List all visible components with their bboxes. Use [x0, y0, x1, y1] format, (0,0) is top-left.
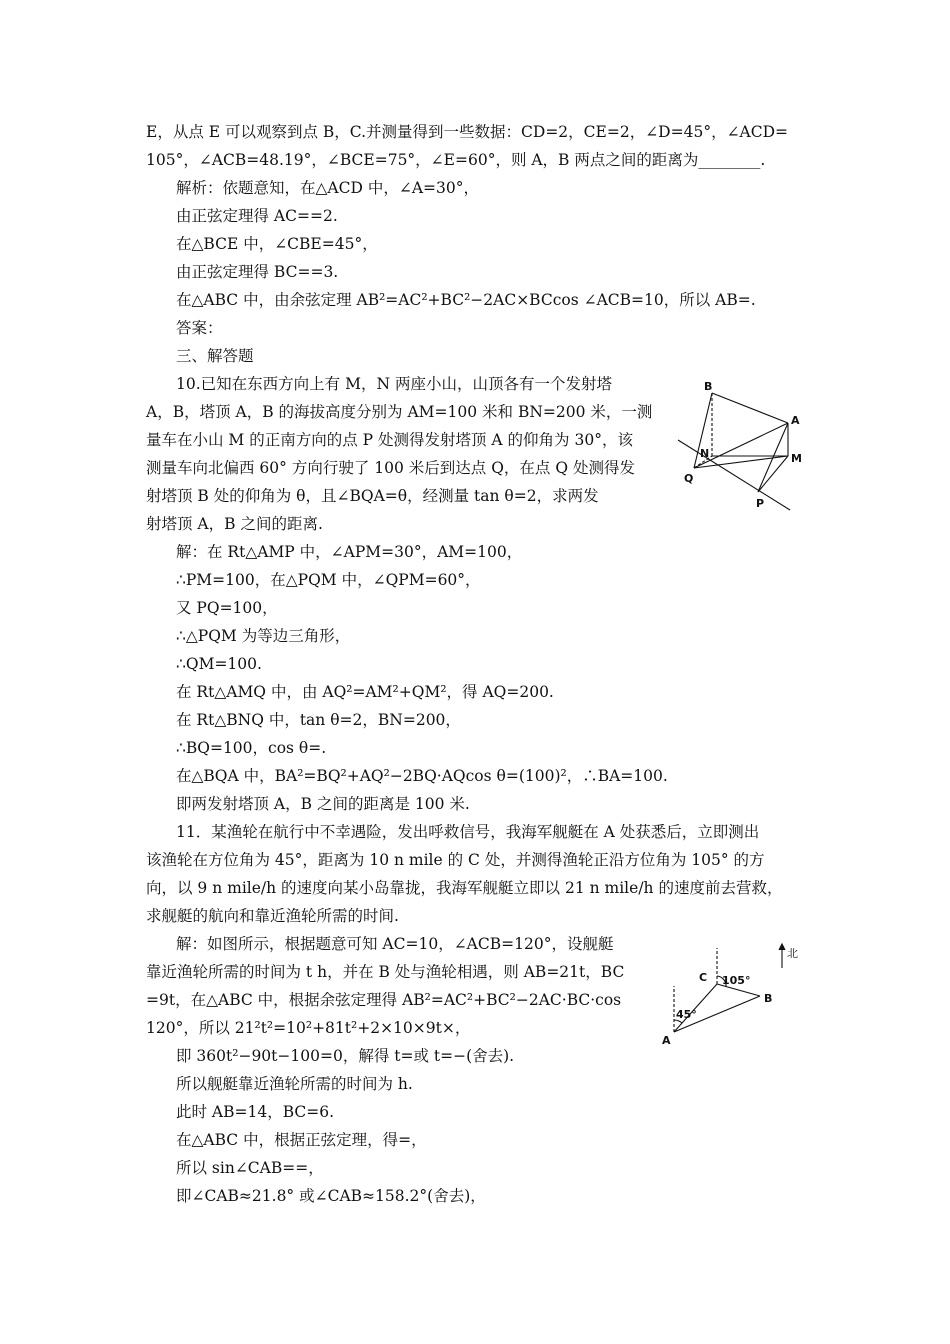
text-line: ∴PM=100，在△PQM 中，∠QPM=60°，	[176, 571, 481, 589]
label-a: A	[791, 414, 800, 427]
label-b: B	[704, 380, 713, 393]
text-line: 105°，∠ACB=48.19°，∠BCE=75°，∠E=60°，则 A，B 两点之间的距离为________.	[146, 151, 766, 169]
text-line: E，从点 E 可以观察到点 B，C.并测量得到一些数据：CD=2，CE=2，∠D=45°，∠ACD=	[146, 123, 789, 141]
label-p: P	[756, 497, 765, 510]
text-line: 在△BQA 中，BA²=BQ²+AQ²−2BQ·AQcos θ=(100)²，∴BA=100.	[176, 767, 668, 785]
tower-diagram	[672, 376, 800, 516]
text-line: ∴△PQM 为等边三角形，	[176, 627, 351, 645]
section-heading: 三、解答题	[176, 347, 254, 365]
text-line: 测量车向北偏西 60° 方向行驶了 100 米后到达点 Q，在点 Q 处测得发	[146, 459, 635, 477]
text-line: 120°，所以 21²t²=10²+81t²+2×10×9t×，	[146, 1019, 471, 1037]
label-n: N	[700, 447, 710, 460]
text-line: 在 Rt△AMQ 中，由 AQ²=AM²+QM²，得 AQ=200.	[176, 683, 554, 701]
text-line: 10.已知在东西方向上有 M，N 两座小山，山顶各有一个发射塔	[176, 375, 612, 393]
text-line: 射塔顶 A，B 之间的距离.	[146, 515, 323, 533]
text-line: 在△ABC 中，由余弦定理 AB²=AC²+BC²−2AC×BCcos ∠ACB=10，所以 AB=.	[176, 291, 756, 309]
label-a: A	[662, 1034, 671, 1047]
label-m: M	[791, 452, 802, 465]
label-c: C	[699, 971, 708, 984]
text-line: 解析：依题意知，在△ACD 中，∠A=30°，	[176, 179, 479, 197]
text-line: =9t，在△ABC 中，根据余弦定理得 AB²=AC²+BC²−2AC·BC·cos	[146, 991, 622, 1009]
text-line: 在△ABC 中，根据正弦定理，得=，	[176, 1131, 427, 1149]
text-line: A，B，塔顶 A，B 的海拔高度分别为 AM=100 米和 BN=200 米，一测	[146, 403, 653, 421]
text-line: 向，以 9 n mile/h 的速度向某小岛靠拢，我海军舰艇立即以 21 n mile/h 的速度前去营救，	[146, 879, 783, 897]
text-line: ∴QM=100.	[176, 655, 262, 673]
text-line: 解：在 Rt△AMP 中，∠APM=30°，AM=100，	[176, 543, 523, 561]
text-line: ∴BQ=100，cos θ=.	[176, 739, 327, 757]
ground-line	[678, 440, 790, 510]
text-line: 在 Rt△BNQ 中，tan θ=2，BN=200，	[176, 711, 461, 729]
text-line: 在△BCE 中，∠CBE=45°，	[176, 235, 378, 253]
bearing-diagram	[660, 940, 810, 1050]
text-line: 即两发射塔顶 A，B 之间的距离是 100 米.	[176, 795, 470, 813]
text-line: 即 360t²−90t−100=0，解得 t=或 t=−(舍去).	[176, 1047, 515, 1065]
text-line: 靠近渔轮所需的时间为 t h，并在 B 处与渔轮相遇，则 AB=21t，BC	[146, 963, 625, 981]
text-line: 所以 sin∠CAB==，	[176, 1159, 324, 1177]
text-line: 射塔顶 B 处的仰角为 θ，且∠BQA=θ，经测量 tan θ=2，求两发	[146, 487, 599, 505]
angle-c-label: 105°	[722, 974, 751, 987]
text-line: 即∠CAB≈21.8° 或∠CAB≈158.2°(舍去)，	[176, 1187, 486, 1205]
text-line: 由正弦定理得 AC==2.	[176, 207, 338, 225]
text-line: 解：如图所示，根据题意可知 AC=10，∠ACB=120°，设舰艇	[176, 935, 614, 953]
text-line: 又 PQ=100，	[176, 599, 278, 617]
angle-a-label: 45°	[676, 1008, 697, 1021]
text-line: 量车在小山 M 的正南方向的点 P 处测得发射塔顶 A 的仰角为 30°，该	[146, 431, 633, 449]
label-q: Q	[684, 472, 694, 485]
text-line: 答案：	[176, 319, 223, 337]
text-line: 所以舰艇靠近渔轮所需的时间为 h.	[176, 1075, 413, 1093]
label-b: B	[764, 992, 773, 1005]
north-label: 北	[787, 947, 798, 960]
text-line: 由正弦定理得 BC==3.	[176, 263, 339, 281]
text-line: 11．某渔轮在航行中不幸遇险，发出呼救信号，我海军舰艇在 A 处获悉后，立即测出	[176, 823, 760, 841]
text-line: 此时 AB=14，BC=6.	[176, 1103, 335, 1121]
text-line: 该渔轮在方位角为 45°，距离为 10 n mile 的 C 处，并测得渔轮正沿方位角为 105° 的方	[146, 851, 765, 869]
text-line: 求舰艇的航向和靠近渔轮所需的时间.	[146, 907, 399, 925]
